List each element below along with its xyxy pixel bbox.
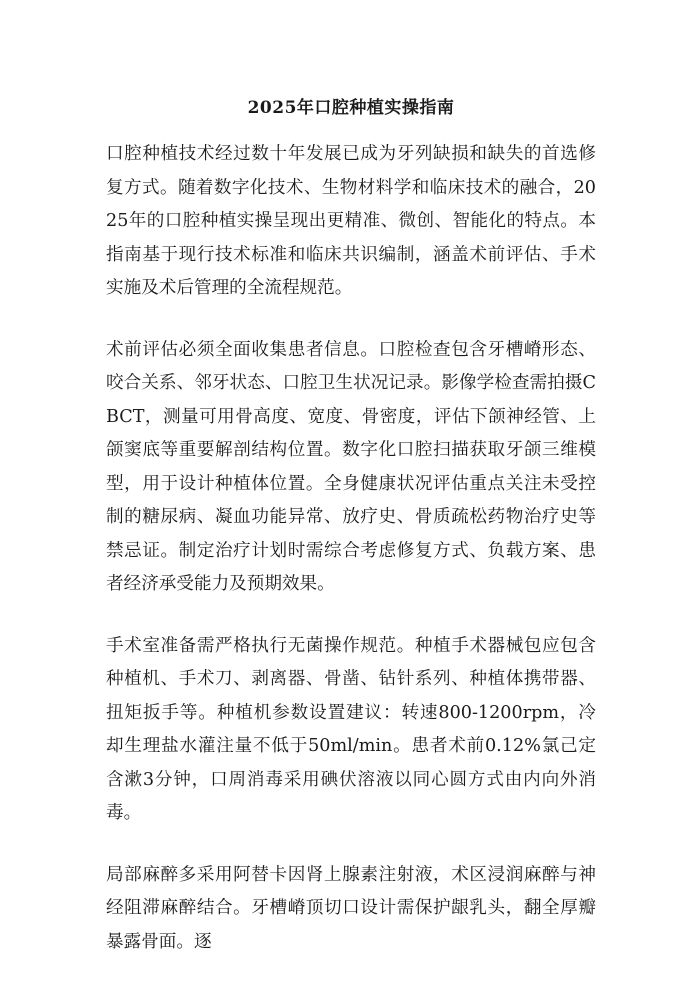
paragraph-operating-room-preparation: 手术室准备需严格执行无菌操作规范。种植手术器械包应包含种植机、手术刀、剥离器、骨凿、钻针系列、种植体携带器、扭矩扳手等。种植机参数设置建议：转速800-1200rpm，冷却生理盐水灌注量不低于50ml/min。患者术前0.12%氯己定含漱3分钟，口周消毒采用碘伏溶液以同心圆方式由内向外消毒。 [106,635,596,823]
paragraph-intro: 口腔种植技术经过数十年发展已成为牙列缺损和缺失的首选修复方式。随着数字化技术、生物材料学和临床技术的融合，2025年的口腔种植实操呈现出更精准、微创、智能化的特点。本指南基于现行技术标准和临床共识编制，涵盖术前评估、手术实施及术后管理的全流程规范。 [106,144,596,298]
paragraph-anesthesia: 局部麻醉多采用阿替卡因肾上腺素注射液，术区浸润麻醉与神经阻滞麻醉结合。牙槽嵴顶切口设计需保护龈乳头，翻全厚瓣暴露骨面。逐 [106,864,596,952]
document-title: 2025年口腔种植实操指南 [247,98,455,118]
paragraph-preoperative-assessment: 术前评估必须全面收集患者信息。口腔检查包含牙槽嵴形态、咬合关系、邻牙状态、口腔卫生状况记录。影像学检查需拍摄CBCT，测量可用骨高度、宽度、骨密度，评估下颌神经管、上颌窦底等重要解剖结构位置。数字化口腔扫描获取牙颌三维模型，用于设计种植体位置。全身健康状况评估重点关注未受控制的糖尿病、凝血功能异常、放疗史、骨质疏松药物治疗史等禁忌证。制定治疗计划时需综合考虑修复方式、负载方案、患者经济承受能力及预期效果。 [106,339,596,594]
